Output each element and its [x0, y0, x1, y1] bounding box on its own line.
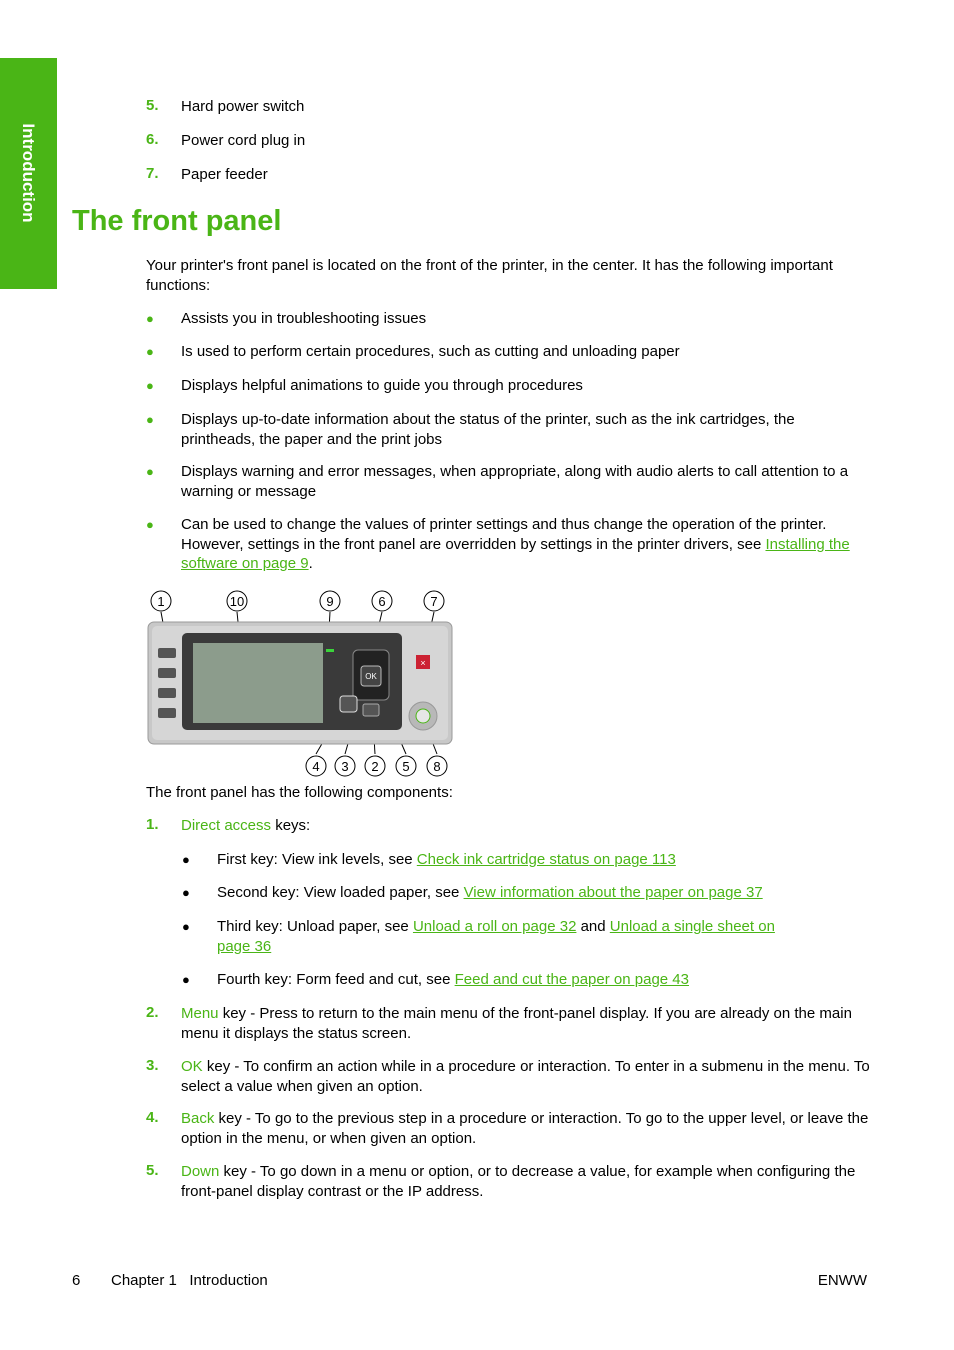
component-number: 4. — [146, 1109, 159, 1126]
link-ink-cartridge-status[interactable]: Check ink cartridge status on page 113 — [416, 851, 676, 868]
sub-item-text: First key: View ink levels, see — [217, 851, 417, 868]
bullet-icon: ● — [146, 412, 154, 427]
function-text-end: . — [308, 555, 313, 572]
bullet-icon: ● — [182, 919, 190, 934]
callout-label: 7 — [430, 594, 438, 609]
component-name: Down — [181, 1163, 220, 1180]
footer-chapter: Chapter 1 Introduction — [111, 1272, 268, 1289]
page-number: 6 — [72, 1272, 81, 1289]
sub-item-text: and — [576, 918, 610, 935]
component-number: 2. — [146, 1004, 159, 1021]
direct-key-2 — [158, 668, 176, 678]
power-icon — [416, 709, 430, 723]
component-number: 5. — [146, 1162, 159, 1179]
direct-key-1 — [158, 648, 176, 658]
sub-item — [217, 917, 797, 956]
function-item — [181, 515, 871, 574]
display-screen — [193, 643, 323, 723]
component-name: Direct access — [181, 817, 272, 834]
sub-item — [217, 883, 872, 903]
chapter-side-tab-label: Introduction — [19, 123, 38, 223]
list-number: 5. — [146, 97, 159, 114]
bullet-icon: ● — [146, 344, 154, 359]
ok-key-label: OK — [365, 672, 377, 681]
cancel-x-icon: × — [420, 658, 426, 668]
bullet-icon: ● — [146, 464, 154, 479]
callout-label: 1 — [157, 594, 165, 609]
function-item: Is used to perform certain procedures, such as cutting and unloading paper — [181, 343, 680, 360]
list-number: 7. — [146, 165, 159, 182]
list-item: Paper feeder — [181, 166, 268, 183]
list-item: Power cord plug in — [181, 132, 306, 149]
section-title: The front panel — [72, 205, 282, 237]
component-item — [181, 816, 871, 836]
component-item — [181, 1109, 871, 1148]
sub-item-text: Fourth key: Form feed and cut, see — [217, 971, 455, 988]
callout-label: 6 — [378, 594, 386, 609]
sub-item — [217, 970, 872, 990]
component-number: 3. — [146, 1057, 159, 1074]
bullet-icon: ● — [146, 311, 154, 326]
component-name: Back — [181, 1110, 215, 1127]
callout-label: 10 — [229, 594, 245, 609]
bullet-icon: ● — [182, 972, 190, 987]
link-feed-cut[interactable]: Feed and cut the paper on page 43 — [454, 971, 689, 988]
link-installing-software[interactable]: Installing the software on page 9 — [181, 535, 850, 572]
component-name: Menu — [181, 1005, 219, 1022]
direct-key-3 — [158, 688, 176, 698]
callout-label: 3 — [341, 759, 349, 774]
function-item: Displays up-to-date information about the status of the printer, such as the ink cartridges, the printheads, the paper and the print jobs — [181, 411, 795, 448]
list-number: 6. — [146, 131, 159, 148]
bullet-icon: ● — [146, 378, 154, 393]
front-panel-figure — [140, 586, 460, 780]
component-desc: key - To go down in a menu or option, or to decrease a value, for example when configuring the front-panel display contrast or the IP address. — [181, 1163, 856, 1200]
callout-label: 9 — [326, 594, 334, 609]
callout-label: 4 — [312, 759, 320, 774]
sub-item-text: Third key: Unload paper, see — [217, 918, 413, 935]
menu-key-shape — [363, 704, 379, 716]
component-number: 1. — [146, 816, 159, 833]
function-text: Can be used to change the values of printer settings and thus change the operation of the printer. However, settings in the front panel are overridden by settings in the printer drivers, see — [181, 516, 827, 553]
callout-label: 8 — [433, 759, 441, 774]
component-item — [181, 1004, 871, 1043]
function-item: Displays helpful animations to guide you through procedures — [181, 377, 583, 394]
component-desc: key - Press to return to the main menu of the front-panel display. If you are already on the main menu it displays the status screen. — [181, 1005, 852, 1042]
direct-key-4 — [158, 708, 176, 718]
link-unload-roll[interactable]: Unload a roll on page 32 — [412, 918, 577, 935]
link-paper-information[interactable]: View information about the paper on page 37 — [463, 884, 763, 901]
list-item: Hard power switch — [181, 98, 305, 115]
sub-item-text: Second key: View loaded paper, see — [217, 884, 464, 901]
component-name: OK — [181, 1058, 203, 1075]
bullet-icon: ● — [182, 885, 190, 900]
function-item: Displays warning and error messages, when appropriate, along with audio alerts to call attention to a warning or message — [181, 463, 849, 500]
callout-label: 2 — [371, 759, 379, 774]
component-item — [181, 1162, 871, 1201]
callout-label: 5 — [402, 759, 410, 774]
components-intro: The front panel has the following components: — [146, 784, 453, 801]
component-desc: key - To confirm an action while in a procedure or interaction. To enter in a submenu in the menu. To select a value when given an option. — [181, 1058, 870, 1095]
section-intro: Your printer's front panel is located on the front of the printer, in the center. It has the following important functions: — [146, 257, 833, 294]
chapter-side-tab — [0, 58, 57, 289]
status-led — [326, 649, 334, 652]
link-unload-sheet[interactable]: Unload a single sheet on page 36 — [217, 918, 775, 955]
back-key-shape — [340, 696, 357, 712]
bullet-icon: ● — [182, 852, 190, 867]
bullet-icon: ● — [146, 517, 154, 532]
component-desc: key - To go to the previous step in a procedure or interaction. To go to the upper level, or leave the option in the menu, or when given an option. — [181, 1110, 869, 1147]
component-item — [181, 1057, 871, 1096]
function-item: Assists you in troubleshooting issues — [181, 310, 427, 327]
footer-right: ENWW — [817, 1272, 867, 1289]
sub-item — [217, 850, 872, 870]
component-desc: keys: — [271, 817, 311, 834]
